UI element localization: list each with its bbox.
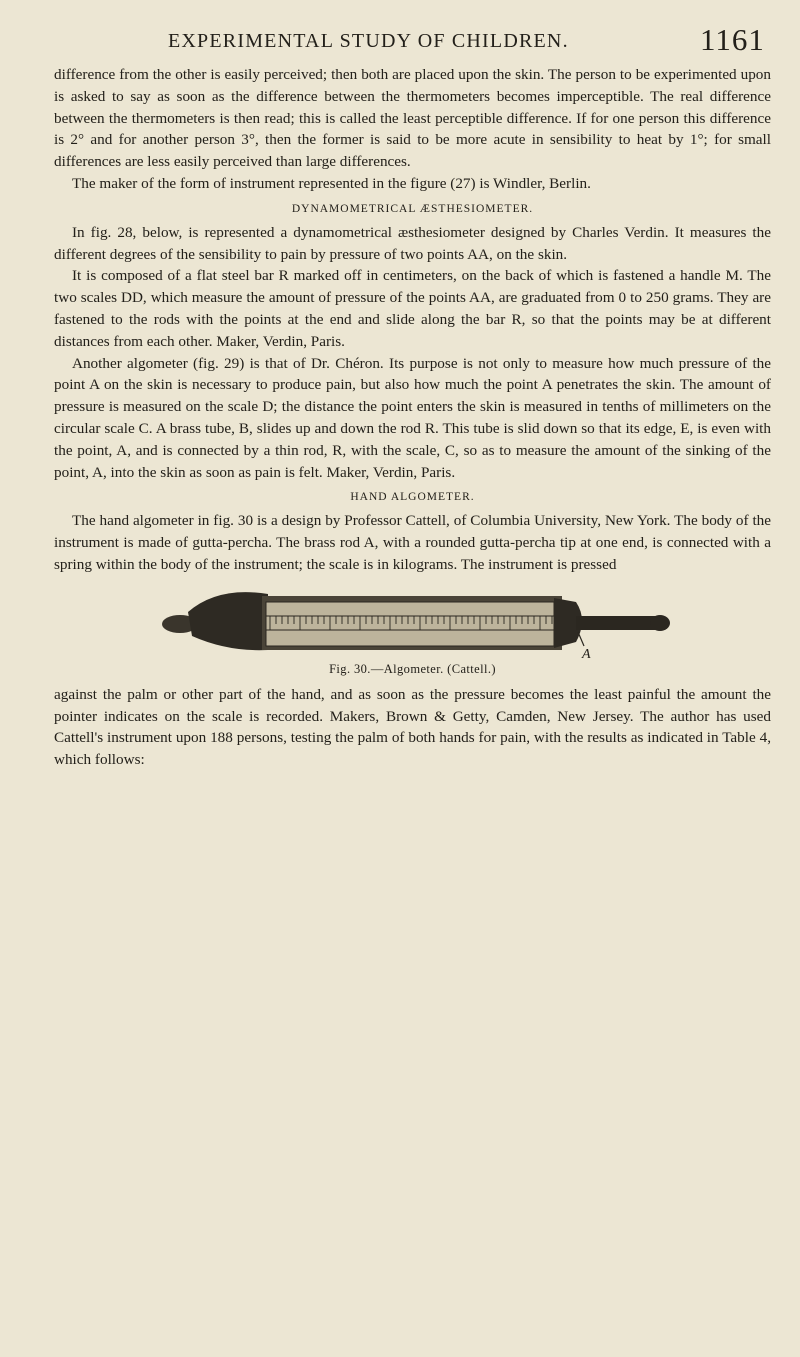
paragraph-steel-bar: It is composed of a flat steel bar R marked off in centimeters, on the back of which is fastened a handle M. The two scales DD, which measure the amount of pressure of the points AA, are graduated from 0 to 250 grams. They are fastened to the rods with the points at the end and slide along the bar R, so that the points may be at different distances from each other. Maker, Verdin, Paris. <box>54 267 771 350</box>
paragraph-windler-maker: The maker of the form of instrument represented in the figure (27) is Windler, Berlin. <box>72 174 591 192</box>
running-title: EXPERIMENTAL STUDY OF CHILDREN. <box>168 30 569 52</box>
paragraph-cheron-algometer: Another algometer (fig. 29) is that of Dr. Chéron. Its purpose is not only to measure how much pressure of the point A on the skin is necessary to produce pain, but also how much the point A penetrates the skin. The amount of pressure is measured on the scale D; the distance the point enters the skin is measured in tenths of millimeters on the circular scale C. A brass tube, B, slides up and down the rod R. This tube is slid down so that its edge, E, is even with the point, A, and is connected by a thin rod, R, with the scale, C, so as to measure the amount of the sinking of the point, A, into the skin as soon as pain is felt. Maker, Verdin, Paris. <box>54 354 771 481</box>
page-number: 1161 <box>700 22 765 57</box>
paragraph-fig-28: In fig. 28, below, is represented a dynamometrical æsthesiometer designed by Charles Verdin. It measures the different degrees of the sensibility to pain by pressure of two points AA, on the skin. <box>54 223 771 263</box>
paragraph-thermometer-difference: difference from the other is easily perceived; then both are placed upon the skin. The person to be experimented upon is asked to say as soon as the difference between the thermometers becomes imperceptible. The real difference between the thermometers is then read; this is called the least perceptible difference. If for one person this difference is 2° and for another person 3°, then the former is said to be more acute in sensibility to heat by 1°; for small differences are less easily perceived than large differences. <box>54 66 771 171</box>
page-header <box>0 22 800 66</box>
section-heading-hand-algometer: HAND ALGOMETER. <box>350 491 475 504</box>
algometer-illustration <box>158 580 678 660</box>
figure-algometer <box>54 580 771 684</box>
paragraph-cattell-algometer: The hand algometer in fig. 30 is a design by Professor Cattell, of Columbia University, New York. The body of the instrument is made of gutta-percha. The brass rod A, with a rounded gutta-percha tip at one end, is connected with a spring within the body of the instrument; the scale is in kilograms. The instrument is pressed <box>54 512 771 573</box>
page-body <box>54 64 771 771</box>
figure-label-a: A <box>582 646 591 660</box>
section-heading-dynamometrical: DYNAMOMETRICAL ÆSTHESIOMETER. <box>291 202 534 215</box>
paragraph-cattell-results: against the palm or other part of the hand, and as soon as the pressure becomes the least painful the amount the pointer indicates on the scale is recorded. Makers, Brown & Getty, Camden, New Jersey. The author has used Cattell's instrument upon 188 persons, testing the palm of both hands for pain, with the results as indicated in Table 4, which follows: <box>54 685 771 769</box>
figure-caption: Fig. 30.—Algometer. (Cattell.) <box>329 661 496 676</box>
